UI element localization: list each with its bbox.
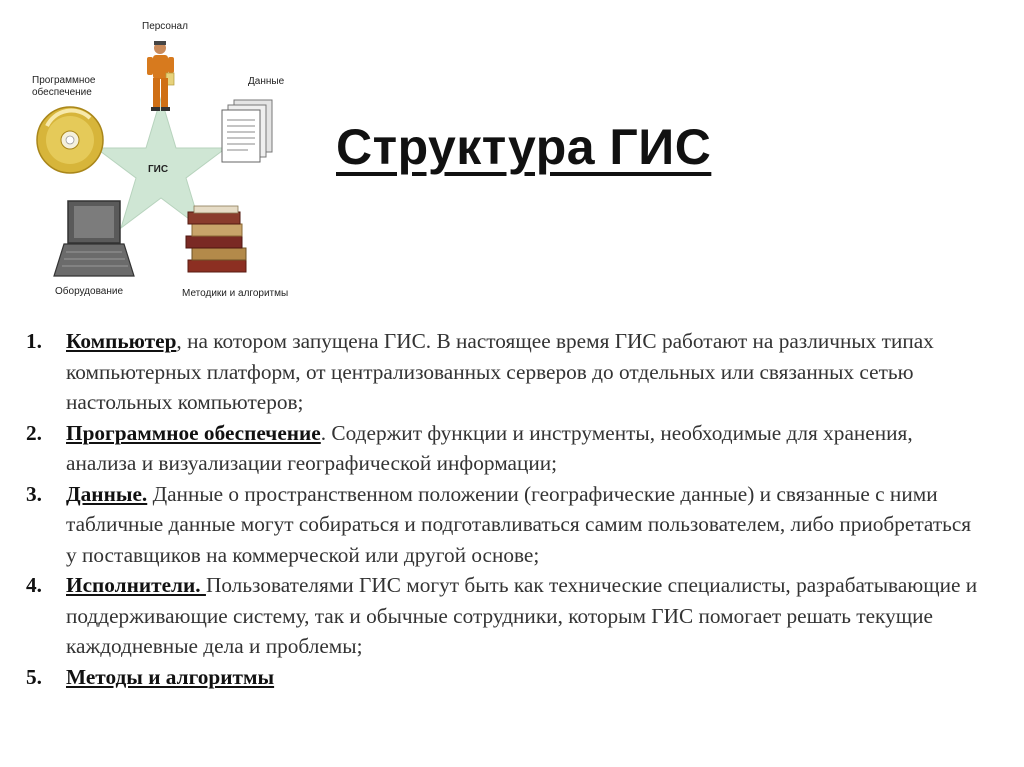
software-label-line2: обеспечение	[32, 87, 92, 98]
list-item	[26, 479, 986, 571]
item-term: Методы и алгоритмы	[66, 664, 275, 689]
software-label	[32, 75, 95, 99]
list-item	[26, 662, 986, 693]
structure-list	[26, 326, 986, 692]
item-number: 5.	[26, 664, 42, 689]
methods-label: Методики и алгоритмы	[182, 288, 289, 299]
personnel-label: Персонал	[142, 21, 188, 32]
cd-disc-icon	[37, 107, 103, 173]
item-number: 3.	[26, 481, 42, 506]
item-text: Пользователями ГИС могут быть как технические специалисты, разрабатывающие и поддерживающие систему, так и обычные сотрудники, которым ГИС помогает решать текущие каждодневные дела и проблемы;	[66, 573, 978, 658]
item-number: 4.	[26, 573, 42, 597]
item-term: Программное обеспечение	[66, 420, 321, 445]
gis-structure-diagram	[20, 8, 320, 308]
item-term: Исполнители.	[66, 573, 206, 597]
diagram-graphic	[20, 8, 320, 308]
slide-title: Структура ГИС	[336, 119, 712, 175]
laptop-icon	[54, 201, 134, 276]
gis-center-label: ГИС	[148, 164, 169, 175]
list-item	[26, 326, 986, 418]
documents-icon	[222, 100, 272, 162]
list-item	[26, 418, 986, 479]
list-item	[26, 570, 986, 662]
data-label: Данные	[248, 76, 285, 87]
item-number: 1.	[26, 329, 42, 353]
item-text: , на котором запущена ГИС. В настоящее время ГИС работают на различных типах компьютерных платформ, от централизованных серверов до отдельных или связанных сетью настольных компьютеров;	[66, 329, 934, 414]
software-label-line1: Программное	[32, 75, 96, 86]
item-number: 2.	[26, 420, 42, 445]
hardware-label: Оборудование	[55, 286, 124, 297]
item-term: Данные.	[66, 481, 148, 506]
item-term: Компьютер	[66, 329, 177, 353]
item-text: Данные о пространственном положении (географические данные) и связанные с ними табличные данные могут собираться и подготавливаться самим пользователем, либо приобретаться у поставщиков на коммерческой или другой основе;	[66, 481, 972, 567]
item-text: . Содержит функции и инструменты, необходимые для хранения, анализа и визуализации географической информации;	[66, 420, 913, 475]
books-icon	[186, 206, 246, 272]
